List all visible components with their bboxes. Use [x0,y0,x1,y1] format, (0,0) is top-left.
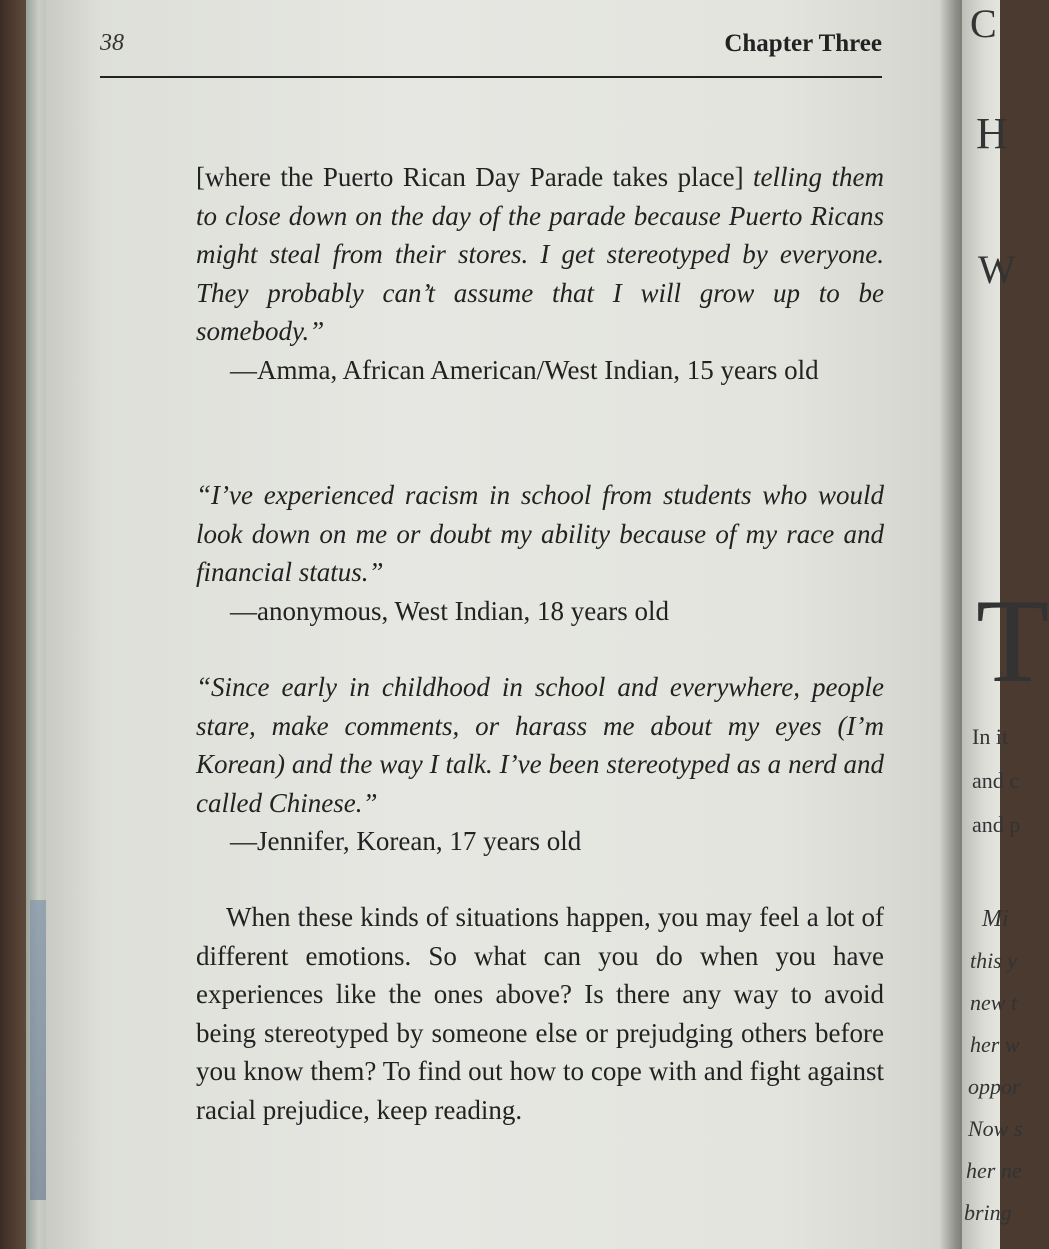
facing-fragment: her w [970,1032,1020,1057]
facing-fragment: H [976,109,1008,158]
quote-attribution: —Amma, African American/West Indian, 15 years old [230,354,819,385]
quote-attribution: —anonymous, West Indian, 18 years old [230,595,670,626]
running-header [100,26,882,78]
quote-block-jennifer [196,668,884,861]
facing-fragment: T [976,574,1049,707]
page-number: 38 [100,30,124,56]
body-paragraph [196,898,884,1129]
quote-roman-prefix: [where the Puerto Rican Day Parade takes place] [196,162,754,192]
quote-attribution: —Jennifer, Korean, 17 years old [230,826,582,856]
facing-fragment: bring [964,1200,1012,1225]
facing-fragment: new t [970,990,1018,1015]
facing-fragment: and p [972,812,1021,837]
quote-text: “Since early in childhood in school and everywhere, people stare, make comments, or harass me about my eyes (I’m Korean) and the way I talk. I’ve been stereotyped as a nerd and called Chinese.” [196,672,884,818]
facing-fragment: oppor [968,1074,1021,1099]
facing-fragment: this y [970,948,1018,973]
quote-block-amma [196,158,884,389]
chapter-title: Chapter Three [724,30,882,57]
quote-block-anonymous [196,476,884,630]
facing-fragment: W [978,247,1016,292]
facing-fragment: C [970,1,997,46]
page-edge-tint [30,900,46,1200]
paragraph-text: When these kinds of situations happen, you may feel a lot of different emotions. So what can you do when you have experiences like the ones above? Is there any way to avoid being stereotyped by someone else or prejudging others before you know them? To find out how to cope with and fight against racial prejudice, keep reading. [196,902,884,1125]
facing-fragment: Mi [982,906,1009,932]
facing-page [962,0,1049,1249]
quote-italic-text: telling them to close down on the day of the parade because Puerto Ricans might steal from their stores. I get stereotyped by everyone. They probably can’t assume that I will grow up to be somebody.” [196,162,884,346]
facing-fragment: In it [972,724,1009,749]
quote-text: “I’ve experienced racism in school from students who would look down on me or doubt my ability because of my race and financial status.” [196,480,884,587]
quote-text [196,158,884,351]
facing-fragment: Now s [968,1116,1023,1141]
facing-fragment: and c [972,768,1020,793]
facing-fragment: her ne [966,1158,1022,1183]
